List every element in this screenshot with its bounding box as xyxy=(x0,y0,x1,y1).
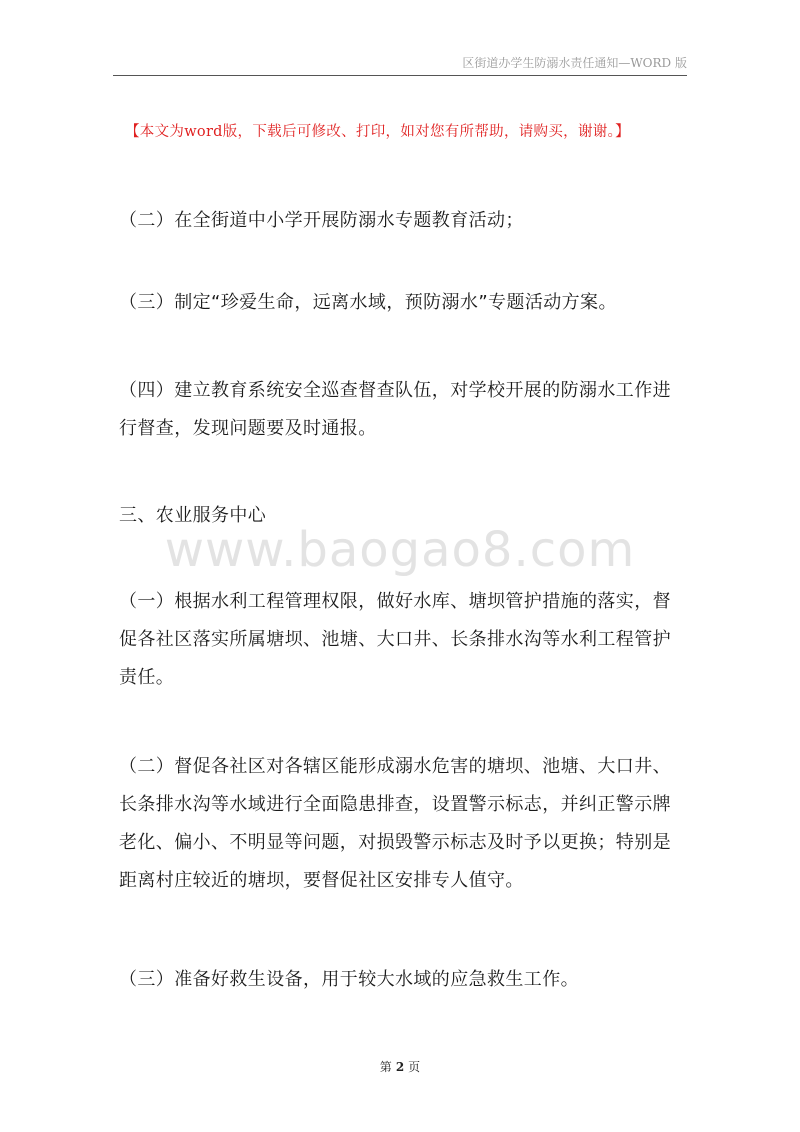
paragraph-item-2: （二）在全街道中小学开展防溺水专题教育活动； xyxy=(119,210,524,231)
footer-suffix: 页 xyxy=(408,1060,421,1074)
paragraph-agri-2: （二）督促各社区对各辖区能形成溺水危害的塘坝、池塘、大口井、长条排水沟等水域进行全面隐患排查，设置警示标志，并纠正警示牌老化、偏小、不明显等问题，对损毁警示标志及时予以更换；特别是距离村庄较近的塘坝，要督促社区安排专人值守。 xyxy=(119,756,671,891)
paragraph-agri-1: （一）根据水利工程管理权限，做好水库、塘坝管护措施的落实，督促各社区落实所属塘坝、池塘、大口井、长条排水沟等水利工程管护责任。 xyxy=(119,591,671,688)
section-heading-agriculture: 三、农业服务中心 xyxy=(119,505,267,526)
paragraph-item-3: （三）制定“珍爱生命，远离水域，预防溺水”专题活动方案。 xyxy=(119,292,617,313)
header-divider xyxy=(113,75,687,76)
page-number: 2 xyxy=(395,1060,405,1074)
paragraph-item-4: （四）建立教育系统安全巡查督查队伍，对学校开展的防溺水工作进行督查，发现问题要及时通报。 xyxy=(119,380,671,439)
footer-prefix: 第 xyxy=(379,1060,392,1074)
paragraph-agri-3: （三）准备好救生设备，用于较大水域的应急救生工作。 xyxy=(119,969,579,990)
page-footer xyxy=(0,1058,800,1075)
watermark: www.baogao8.com xyxy=(164,522,636,578)
header-title: 区街道办学生防溺水责任通知—WORD 版 xyxy=(462,56,687,70)
purchase-notice: 【本文为word版，下载后可修改、打印，如对您有所帮助，请购买，谢谢。】 xyxy=(125,124,630,140)
